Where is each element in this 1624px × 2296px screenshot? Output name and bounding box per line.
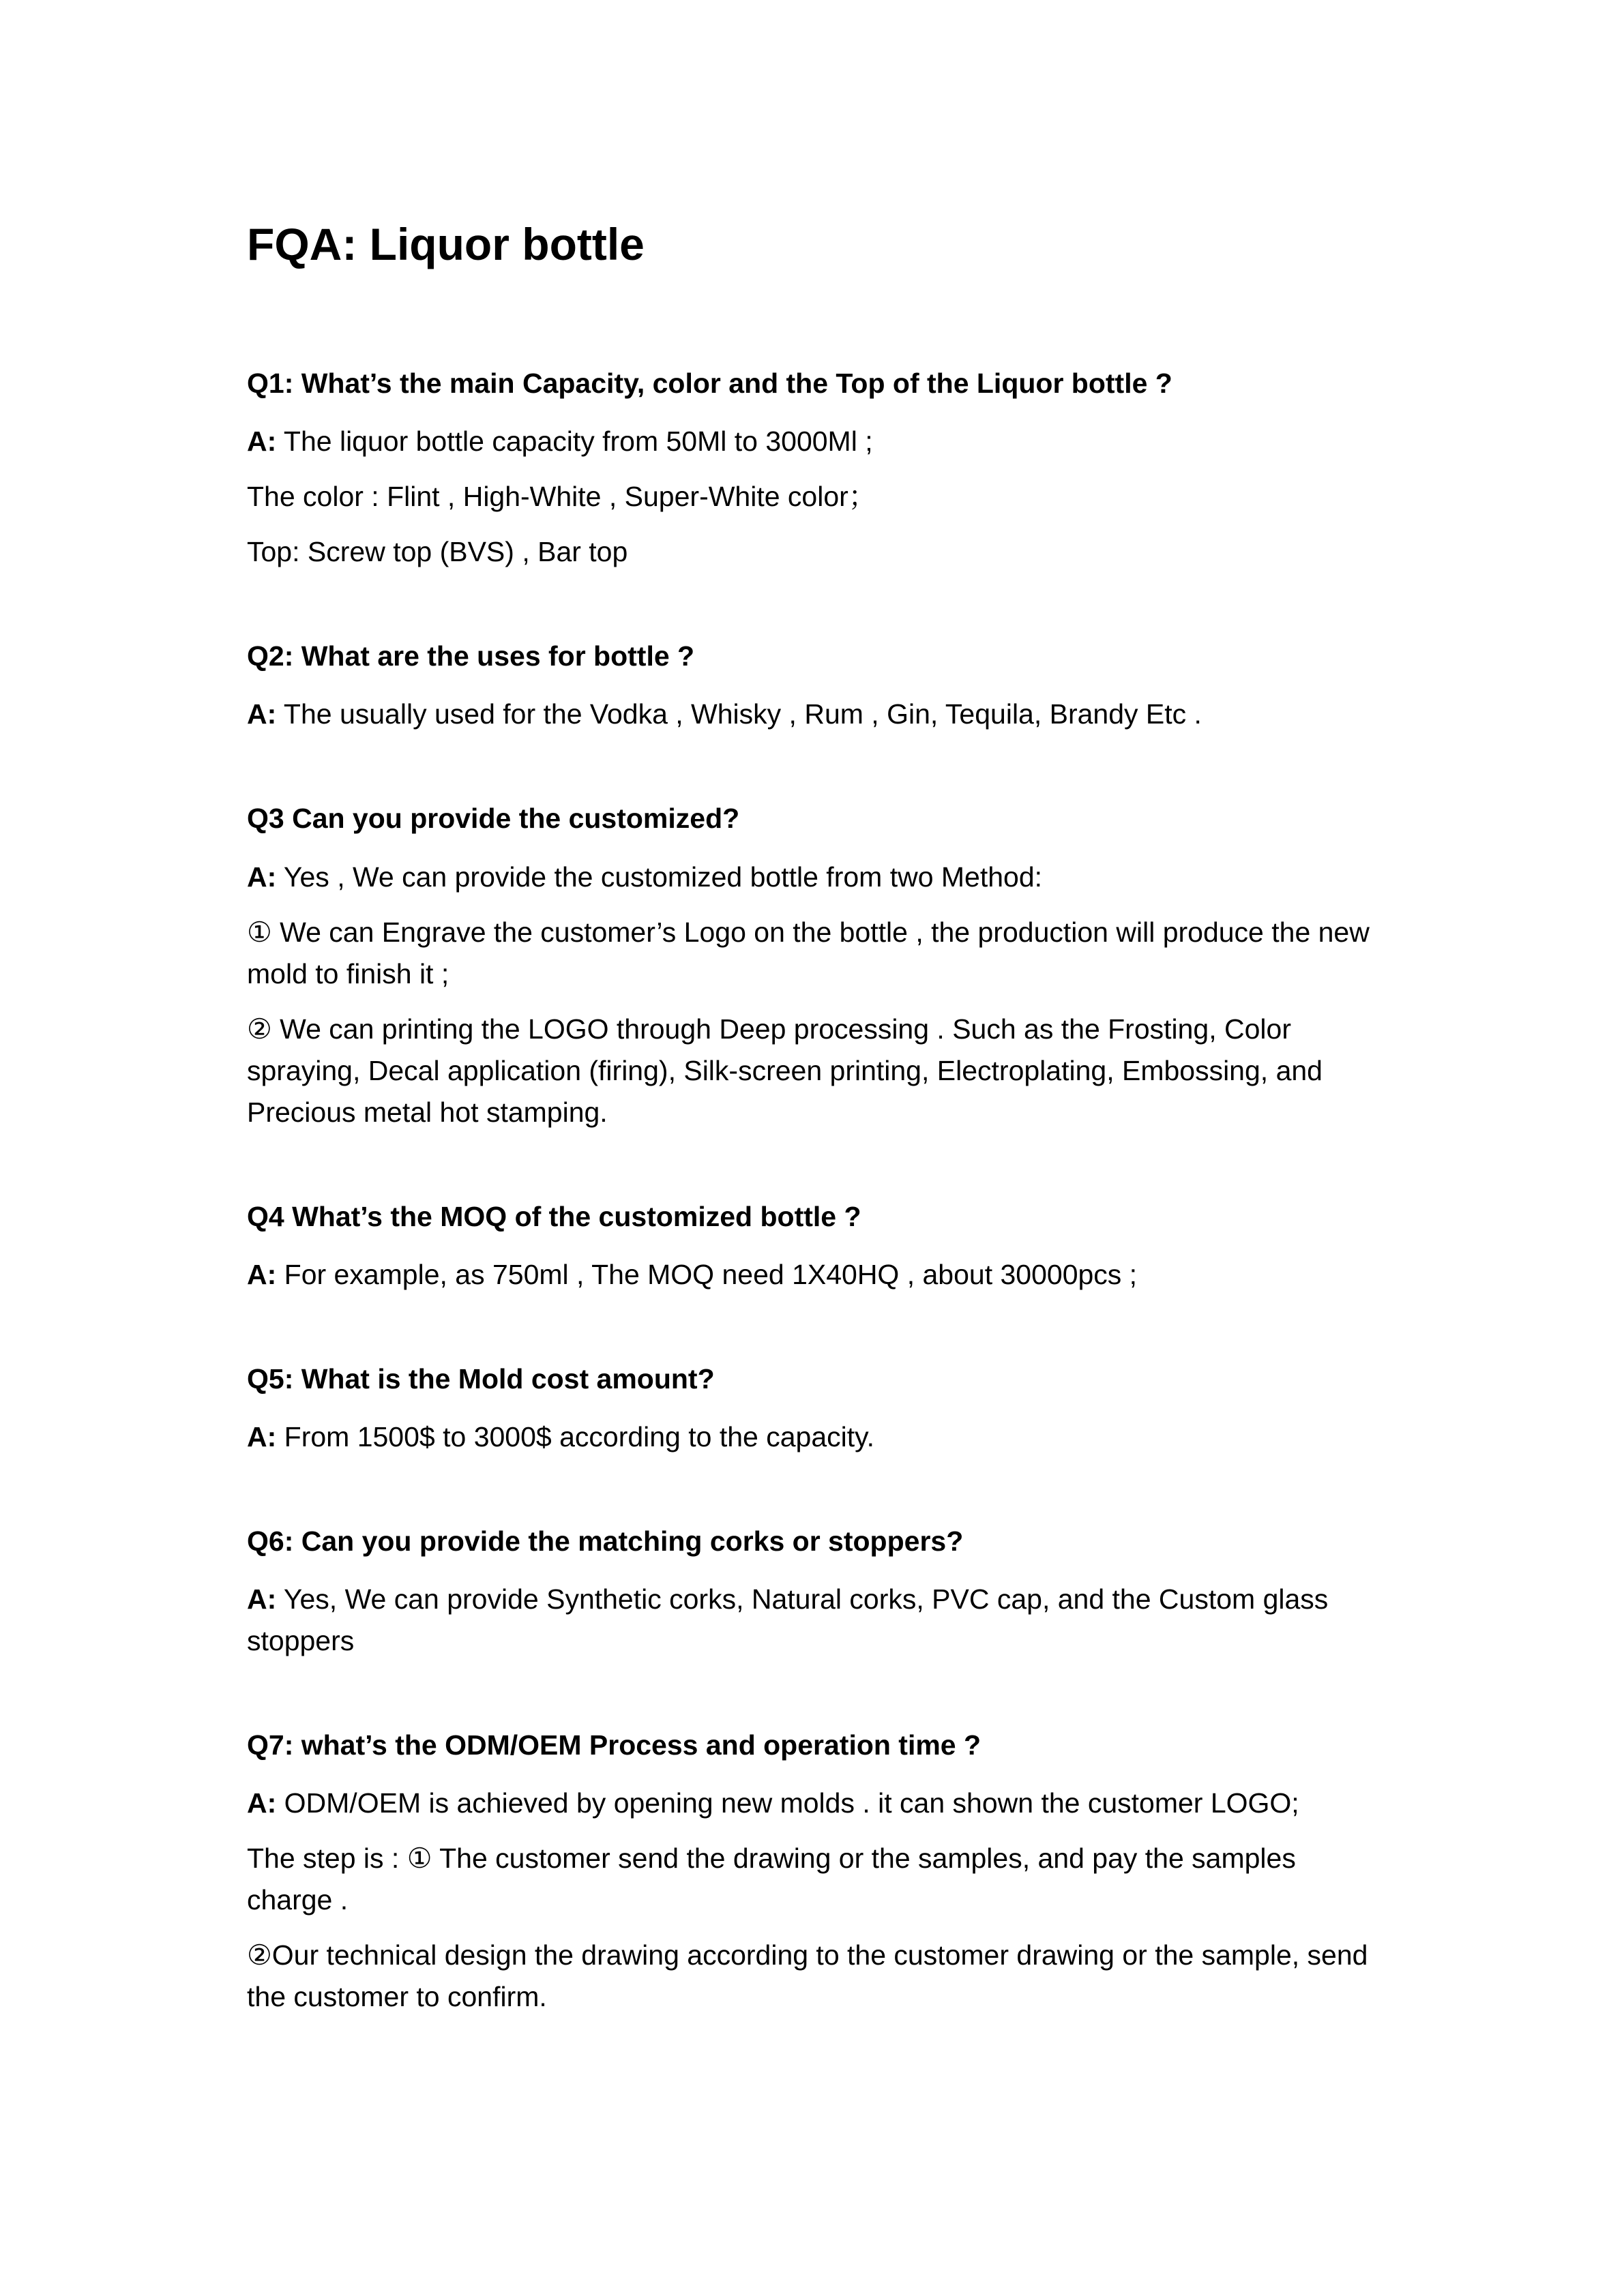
faq-answer-line xyxy=(247,476,1379,518)
faq-answer-line xyxy=(247,421,1379,462)
faq-item xyxy=(247,1729,1379,2018)
faq-answer-line xyxy=(247,1579,1379,1662)
faq-question: Q6: Can you provide the matching corks or stoppers? xyxy=(247,1525,964,1557)
faq-item xyxy=(247,1200,1379,1296)
faq-question: Q2: What are the uses for bottle ? xyxy=(247,640,695,672)
faq-item xyxy=(247,367,1379,573)
faq-answer-line xyxy=(247,1254,1379,1296)
faq-answer-line xyxy=(247,1838,1379,1921)
answer-text: From 1500$ to 3000$ according to the capacity. xyxy=(276,1420,874,1452)
faq-answer-line xyxy=(247,856,1379,898)
answer-text: ① We can Engrave the customer’s Logo on the bottle , the production will produce the new mold to finish it ; xyxy=(247,916,1370,989)
answer-text: Yes, We can provide Synthetic corks, Natural corks, PVC cap, and the Custom glass stoppers xyxy=(247,1583,1329,1657)
answer-text: Top: Screw top (BVS) , Bar top xyxy=(247,536,628,568)
answer-label: A: xyxy=(247,1420,277,1452)
answer-text: ② We can printing the LOGO through Deep processing . Such as the Frosting, Color spraying, Decal application (firing), Silk-screen printing, Electroplating, Embossing, and Precious metal hot stamping. xyxy=(247,1013,1323,1128)
faq-question: Q4 What’s the MOQ of the customized bottle ? xyxy=(247,1200,861,1232)
answer-text: Yes , We can provide the customized bottle from two Method: xyxy=(276,861,1043,893)
faq-answer-line xyxy=(247,1009,1379,1133)
faq-item xyxy=(247,640,1379,735)
answer-text: The step is : ① The customer send the drawing or the samples, and pay the samples charge . xyxy=(247,1843,1296,1916)
faq-answer-line xyxy=(247,1935,1379,2018)
answer-label: A: xyxy=(247,861,277,893)
answer-label: A: xyxy=(247,1258,277,1290)
faq-list xyxy=(247,367,1379,2085)
page-title: FQA: Liquor bottle xyxy=(247,219,645,269)
faq-question: Q5: What is the Mold cost amount? xyxy=(247,1362,715,1395)
answer-label: A: xyxy=(247,1583,277,1615)
answer-label: A: xyxy=(247,1787,277,1819)
answer-text: The liquor bottle capacity from 50Ml to 3000Ml ; xyxy=(276,426,873,458)
faq-answer-line xyxy=(247,694,1379,735)
answer-text: ODM/OEM is achieved by opening new molds . it can shown the customer LOGO; xyxy=(276,1787,1299,1819)
faq-answer-line xyxy=(247,1416,1379,1458)
faq-question: Q1: What’s the main Capacity, color and the Top of the Liquor bottle ? xyxy=(247,368,1172,399)
faq-item xyxy=(247,802,1379,1133)
faq-question: Q3 Can you provide the customized? xyxy=(247,803,740,835)
answer-text: ②Our technical design the drawing according to the customer drawing or the sample, send the customer to confirm. xyxy=(247,1939,1368,2013)
faq-question: Q7: what’s the ODM/OEM Process and operation time ? xyxy=(247,1729,981,1761)
faq-answer-line xyxy=(247,531,1379,573)
answer-label: A: xyxy=(247,426,277,458)
faq-item xyxy=(247,1362,1379,1458)
faq-item xyxy=(247,1525,1379,1662)
faq-answer-line xyxy=(247,1783,1379,1824)
answer-label: A: xyxy=(247,698,277,730)
answer-text: The usually used for the Vodka , Whisky , Rum , Gin, Tequila, Brandy Etc . xyxy=(276,698,1202,730)
answer-text: The color : Flint , High-White , Super-White color； xyxy=(247,481,876,513)
answer-text: For example, as 750ml , The MOQ need 1X40HQ , about 30000pcs ; xyxy=(276,1258,1138,1290)
faq-answer-line xyxy=(247,912,1379,995)
